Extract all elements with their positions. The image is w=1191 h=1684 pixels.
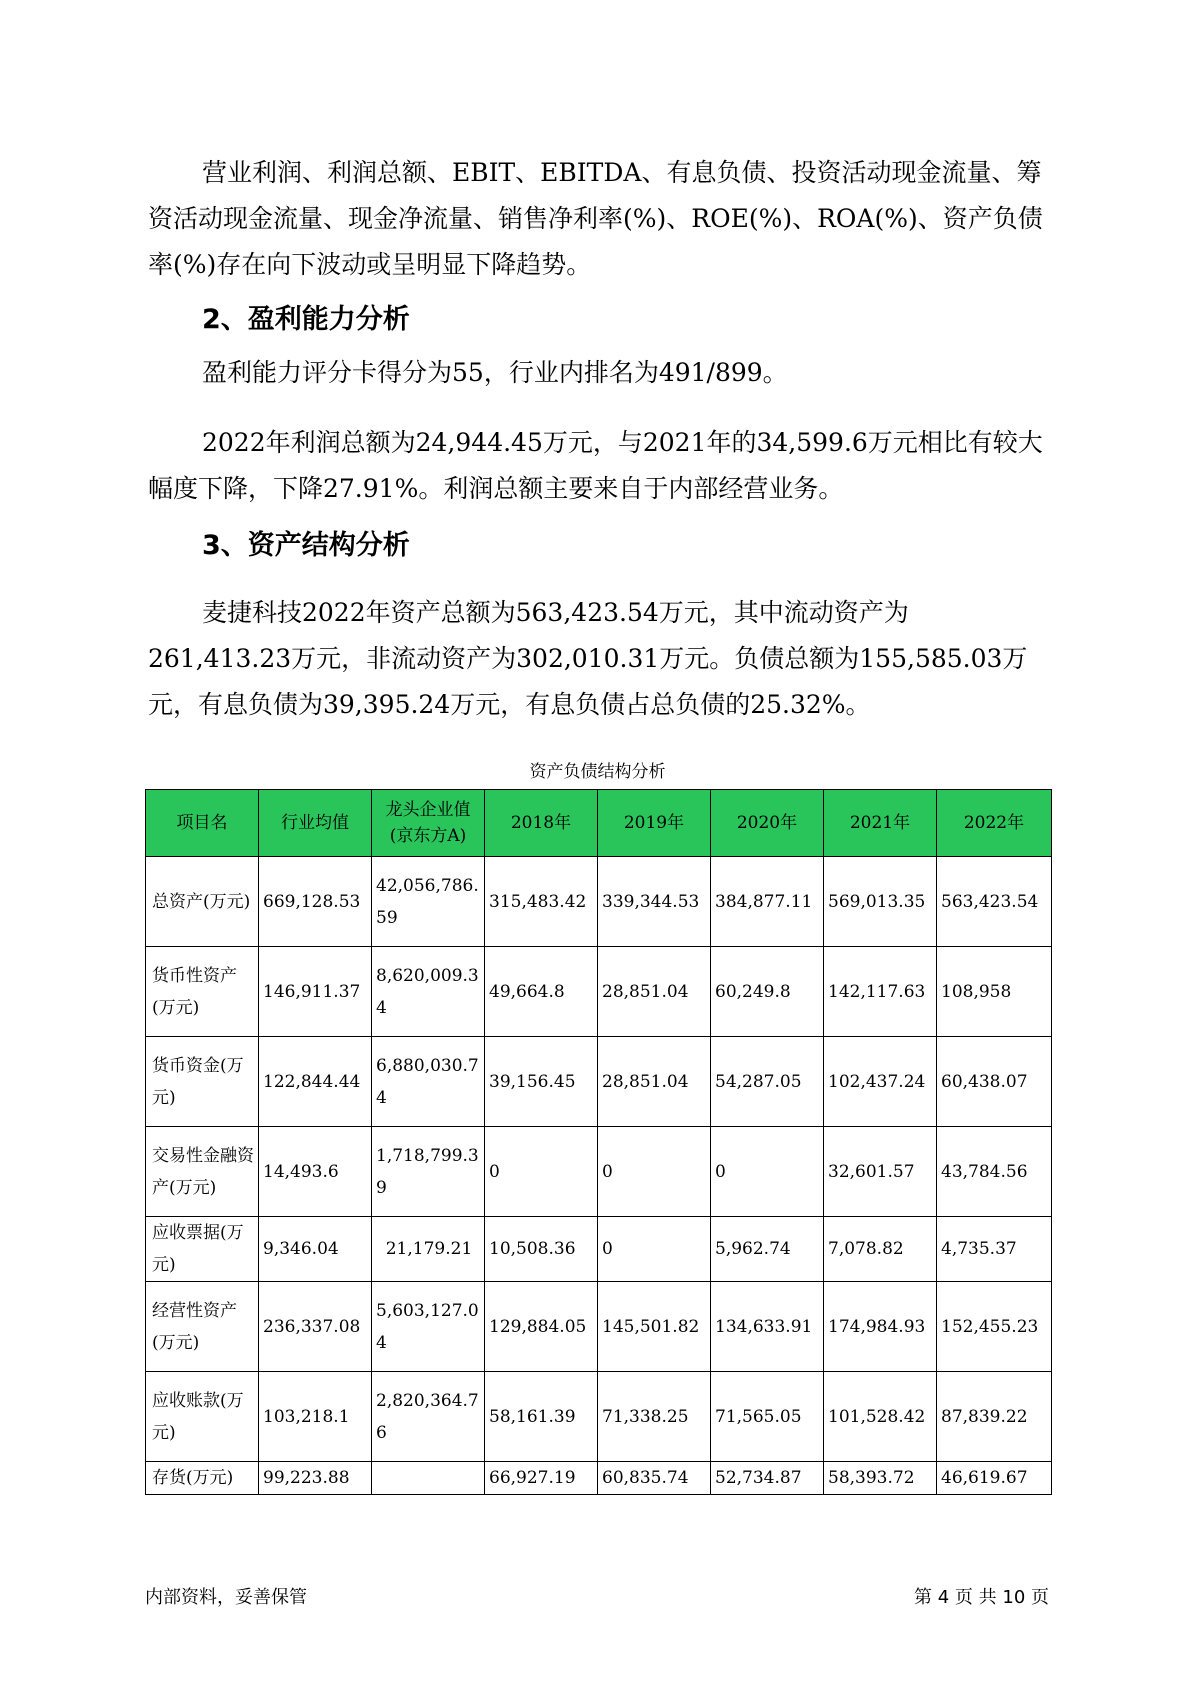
row-label-cell: 交易性金融资产(万元) (146, 1127, 259, 1217)
table-cell: 66,927.19 (485, 1462, 598, 1495)
table-cell: 58,161.39 (485, 1372, 598, 1462)
table-row (146, 1372, 1052, 1462)
paragraph-score (148, 350, 1048, 396)
paragraph-trend-text: 营业利润、利润总额、EBIT、EBITDA、有息负债、投资活动现金流量、筹资活动现金流量、现金净流量、销售净利率(%)、ROE(%)、ROA(%)、资产负债率(%)存在向下波动或呈明显下降趋势。 (148, 158, 1043, 279)
table-cell: 1,718,799.39 (372, 1127, 485, 1217)
paragraph-profit-text: 2022年利润总额为24,944.45万元，与2021年的34,599.6万元相比有较大幅度下降，下降27.91%。利润总额主要来自于内部经营业务。 (148, 428, 1043, 503)
table-cell: 101,528.42 (824, 1372, 937, 1462)
table-row (146, 1282, 1052, 1372)
table-cell: 32,601.57 (824, 1127, 937, 1217)
row-label-cell: 货币性资产(万元) (146, 947, 259, 1037)
table-cell: 122,844.44 (259, 1037, 372, 1127)
table-cell: 7,078.82 (824, 1217, 937, 1282)
table-cell: 236,337.08 (259, 1282, 372, 1372)
table-cell: 108,958 (937, 947, 1052, 1037)
table-cell: 71,338.25 (598, 1372, 711, 1462)
table-cell: 103,218.1 (259, 1372, 372, 1462)
table-body (146, 857, 1052, 1495)
table-cell: 39,156.45 (485, 1037, 598, 1127)
table-cell: 99,223.88 (259, 1462, 372, 1495)
table-row (146, 1037, 1052, 1127)
table-cell: 5,603,127.04 (372, 1282, 485, 1372)
table-cell: 42,056,786.59 (372, 857, 485, 947)
table-row (146, 1217, 1052, 1282)
table-cell: 145,501.82 (598, 1282, 711, 1372)
column-header: 2018年 (485, 790, 598, 857)
row-label-cell: 应收票据(万元) (146, 1217, 259, 1282)
table-cell: 0 (485, 1127, 598, 1217)
table-cell: 14,493.6 (259, 1127, 372, 1217)
table-cell: 10,508.36 (485, 1217, 598, 1282)
table-cell: 669,128.53 (259, 857, 372, 947)
table-cell: 0 (598, 1127, 711, 1217)
column-header: 龙头企业值(京东方A) (372, 790, 485, 857)
table-cell: 102,437.24 (824, 1037, 937, 1127)
footer-page-number: 第 4 页 共 10 页 (914, 1587, 1049, 1608)
table-cell: 21,179.21 (372, 1217, 485, 1282)
table-cell: 569,013.35 (824, 857, 937, 947)
paragraph-assets-text: 麦捷科技2022年资产总额为563,423.54万元，其中流动资产为261,413.23万元，非流动资产为302,010.31万元。负债总额为155,585.03万元，有息负债为39,395.24万元，有息负债占总负债的25.32%。 (148, 598, 1028, 719)
table-cell: 71,565.05 (711, 1372, 824, 1462)
table-cell: 4,735.37 (937, 1217, 1052, 1282)
column-header: 项目名 (146, 790, 259, 857)
table-cell: 146,911.37 (259, 947, 372, 1037)
table-cell: 315,483.42 (485, 857, 598, 947)
table-cell: 49,664.8 (485, 947, 598, 1037)
row-label-cell: 存货(万元) (146, 1462, 259, 1495)
table-cell: 58,393.72 (824, 1462, 937, 1495)
table-cell: 5,962.74 (711, 1217, 824, 1282)
heading-asset-structure: 3、资产结构分析 (202, 530, 410, 561)
table-cell: 60,438.07 (937, 1037, 1052, 1127)
table-cell: 43,784.56 (937, 1127, 1052, 1217)
column-header: 2021年 (824, 790, 937, 857)
heading-profitability: 2、盈利能力分析 (202, 304, 410, 335)
row-label-cell: 总资产(万元) (146, 857, 259, 947)
table-cell: 0 (598, 1217, 711, 1282)
table-cell: 28,851.04 (598, 1037, 711, 1127)
table-cell: 0 (711, 1127, 824, 1217)
table-cell: 60,249.8 (711, 947, 824, 1037)
table-cell (372, 1462, 485, 1495)
table-header-row (146, 790, 1052, 857)
table-cell: 339,344.53 (598, 857, 711, 947)
paragraph-trend (148, 150, 1048, 288)
row-label-cell: 货币资金(万元) (146, 1037, 259, 1127)
table-cell: 60,835.74 (598, 1462, 711, 1495)
table-cell: 6,880,030.74 (372, 1037, 485, 1127)
table-cell: 87,839.22 (937, 1372, 1052, 1462)
paragraph-profit (148, 420, 1048, 512)
paragraph-assets (148, 590, 1048, 728)
column-header: 2019年 (598, 790, 711, 857)
column-header: 2022年 (937, 790, 1052, 857)
table-cell: 9,346.04 (259, 1217, 372, 1282)
table-row (146, 1127, 1052, 1217)
table-row (146, 1462, 1052, 1495)
table-row (146, 857, 1052, 947)
table-cell: 174,984.93 (824, 1282, 937, 1372)
table-cell: 384,877.11 (711, 857, 824, 947)
table-cell: 28,851.04 (598, 947, 711, 1037)
table-cell: 8,620,009.34 (372, 947, 485, 1037)
table-cell: 2,820,364.76 (372, 1372, 485, 1462)
asset-liability-table (145, 789, 1052, 1495)
table-cell: 142,117.63 (824, 947, 937, 1037)
table-cell: 54,287.05 (711, 1037, 824, 1127)
table-cell: 152,455.23 (937, 1282, 1052, 1372)
table-cell: 52,734.87 (711, 1462, 824, 1495)
footer-confidential: 内部资料，妥善保管 (145, 1587, 307, 1608)
table-cell: 563,423.54 (937, 857, 1052, 947)
table-caption: 资产负债结构分析 (529, 762, 666, 782)
table-cell: 129,884.05 (485, 1282, 598, 1372)
table-row (146, 947, 1052, 1037)
row-label-cell: 经营性资产(万元) (146, 1282, 259, 1372)
column-header: 2020年 (711, 790, 824, 857)
table-cell: 46,619.67 (937, 1462, 1052, 1495)
table-cell: 134,633.91 (711, 1282, 824, 1372)
paragraph-score-text: 盈利能力评分卡得分为55，行业内排名为491/899。 (202, 358, 788, 387)
row-label-cell: 应收账款(万元) (146, 1372, 259, 1462)
column-header: 行业均值 (259, 790, 372, 857)
